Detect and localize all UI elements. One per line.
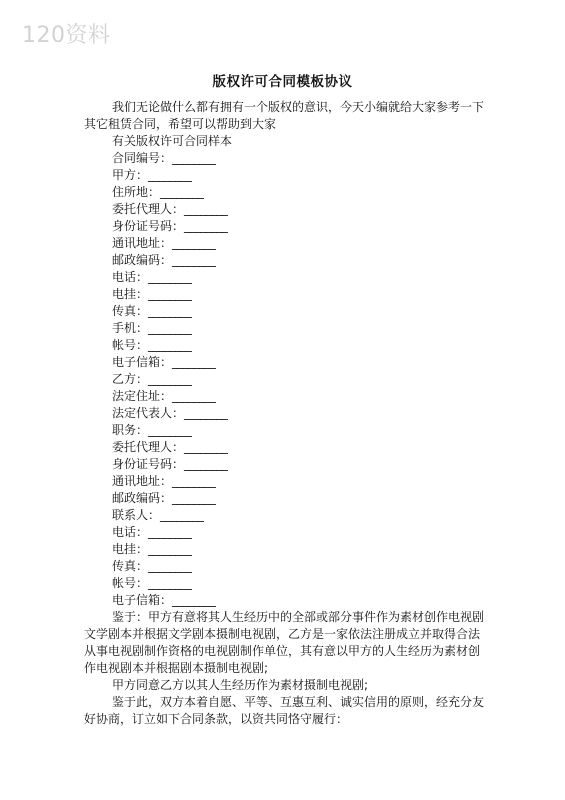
field-label: 委托代理人： (112, 202, 185, 216)
field-blank-line: ________ (148, 304, 192, 318)
contract-field-row (84, 371, 484, 388)
field-label: 委托代理人： (112, 440, 185, 454)
contract-field-row (84, 235, 484, 252)
field-blank-line: ________ (160, 508, 204, 522)
field-blank-line: ________ (172, 491, 216, 505)
contract-field-row (84, 184, 484, 201)
contract-field-row (84, 405, 484, 422)
contract-field-row (84, 575, 484, 592)
contract-field-row (84, 286, 484, 303)
contract-field-row (84, 541, 484, 558)
field-label: 传真： (112, 304, 149, 318)
recital-paragraph-2: 甲方同意乙方以其人生经历作为素材摄制电视剧; (112, 678, 369, 692)
contract-field-row (84, 167, 484, 184)
field-label: 通讯地址： (112, 236, 173, 250)
contract-field-row (84, 303, 484, 320)
contract-field-row (84, 201, 484, 218)
field-blank-line: ________ (172, 253, 216, 267)
watermark-logo: 120资料 (22, 23, 111, 48)
field-label: 电挂： (112, 287, 149, 301)
field-blank-line: ________ (184, 406, 228, 420)
field-label: 手机： (112, 321, 149, 335)
field-blank-line: ________ (148, 559, 192, 573)
field-blank-line: ________ (148, 270, 192, 284)
field-label: 电话： (112, 270, 149, 284)
document-body (84, 99, 484, 728)
field-label: 帐号： (112, 338, 149, 352)
field-blank-line: ________ (184, 457, 228, 471)
field-label: 职务： (112, 423, 149, 437)
field-label: 联系人： (112, 508, 161, 522)
field-blank-line: ________ (148, 338, 192, 352)
field-blank-line: ________ (148, 542, 192, 556)
field-label: 住所地： (112, 185, 161, 199)
field-blank-line: ________ (148, 287, 192, 301)
field-blank-line: ________ (184, 202, 228, 216)
contract-field-row (84, 337, 484, 354)
field-label: 帐号： (112, 576, 149, 590)
document-title: 版权许可合同模板协议 (212, 74, 353, 90)
field-blank-line: ________ (148, 525, 192, 539)
contract-field-row (84, 439, 484, 456)
field-blank-line: ________ (172, 593, 216, 607)
field-label: 身份证号码： (112, 219, 185, 233)
field-blank-line: ________ (172, 474, 216, 488)
field-label: 电子信箱： (112, 355, 173, 369)
contract-field-row (84, 456, 484, 473)
contract-field-row (84, 388, 484, 405)
contract-field-row (84, 592, 484, 609)
recital-paragraph-3: 鉴于此，双方本着自愿、平等、互惠互利、诚实信用的原则，经充分友好协商，订立如下合同条款，以资共同恪守履行： (84, 695, 485, 726)
field-label: 邮政编码： (112, 253, 173, 267)
contract-field-row (84, 354, 484, 371)
field-blank-line: ________ (148, 423, 192, 437)
field-label: 电话： (112, 525, 149, 539)
field-blank-line: ________ (148, 372, 192, 386)
field-label: 甲方： (112, 168, 149, 182)
contract-field-row (84, 320, 484, 337)
sample-heading: 有关版权许可合同样本 (112, 134, 233, 148)
field-blank-line: ________ (184, 440, 228, 454)
contract-field-row (84, 269, 484, 286)
field-blank-line: ________ (172, 389, 216, 403)
contract-field-row (84, 252, 484, 269)
contract-field-row (84, 422, 484, 439)
contract-fields (84, 150, 484, 609)
field-label: 传真： (112, 559, 149, 573)
contract-field-row (84, 524, 484, 541)
recital-paragraph-1: 鉴于：甲方有意将其人生经历中的全部或部分事件作为素材创作电视剧文学剧本并根据文学剧本摄制电视剧，乙方是一家依法注册成立并取得合法从事电视剧制作资格的电视剧制作单位，其有意以甲方的人生经历为素材创作电视剧本并根据剧本摄制电视剧; (84, 610, 485, 675)
field-label: 电挂： (112, 542, 149, 556)
field-blank-line: ________ (148, 168, 192, 182)
contract-field-row (84, 507, 484, 524)
contract-field-row (84, 218, 484, 235)
field-label: 法定住址： (112, 389, 173, 403)
field-blank-line: ________ (172, 355, 216, 369)
field-label: 电子信箱： (112, 593, 173, 607)
field-blank-line: ________ (148, 321, 192, 335)
field-label: 法定代表人： (112, 406, 185, 420)
field-label: 身份证号码： (112, 457, 185, 471)
contract-field-row (84, 473, 484, 490)
field-blank-line: ________ (172, 236, 216, 250)
field-label: 合同编号： (112, 151, 173, 165)
contract-field-row (84, 490, 484, 507)
field-label: 通讯地址： (112, 474, 173, 488)
field-label: 邮政编码： (112, 491, 173, 505)
field-blank-line: ________ (148, 576, 192, 590)
field-blank-line: ________ (184, 219, 228, 233)
field-blank-line: ________ (172, 151, 216, 165)
intro-paragraph: 我们无论做什么都有拥有一个版权的意识，今天小编就给大家参考一下其它租赁合同，希望可以帮助到大家 (84, 100, 485, 131)
field-label: 乙方： (112, 372, 149, 386)
field-blank-line: ________ (160, 185, 204, 199)
contract-field-row (84, 150, 484, 167)
contract-field-row (84, 558, 484, 575)
